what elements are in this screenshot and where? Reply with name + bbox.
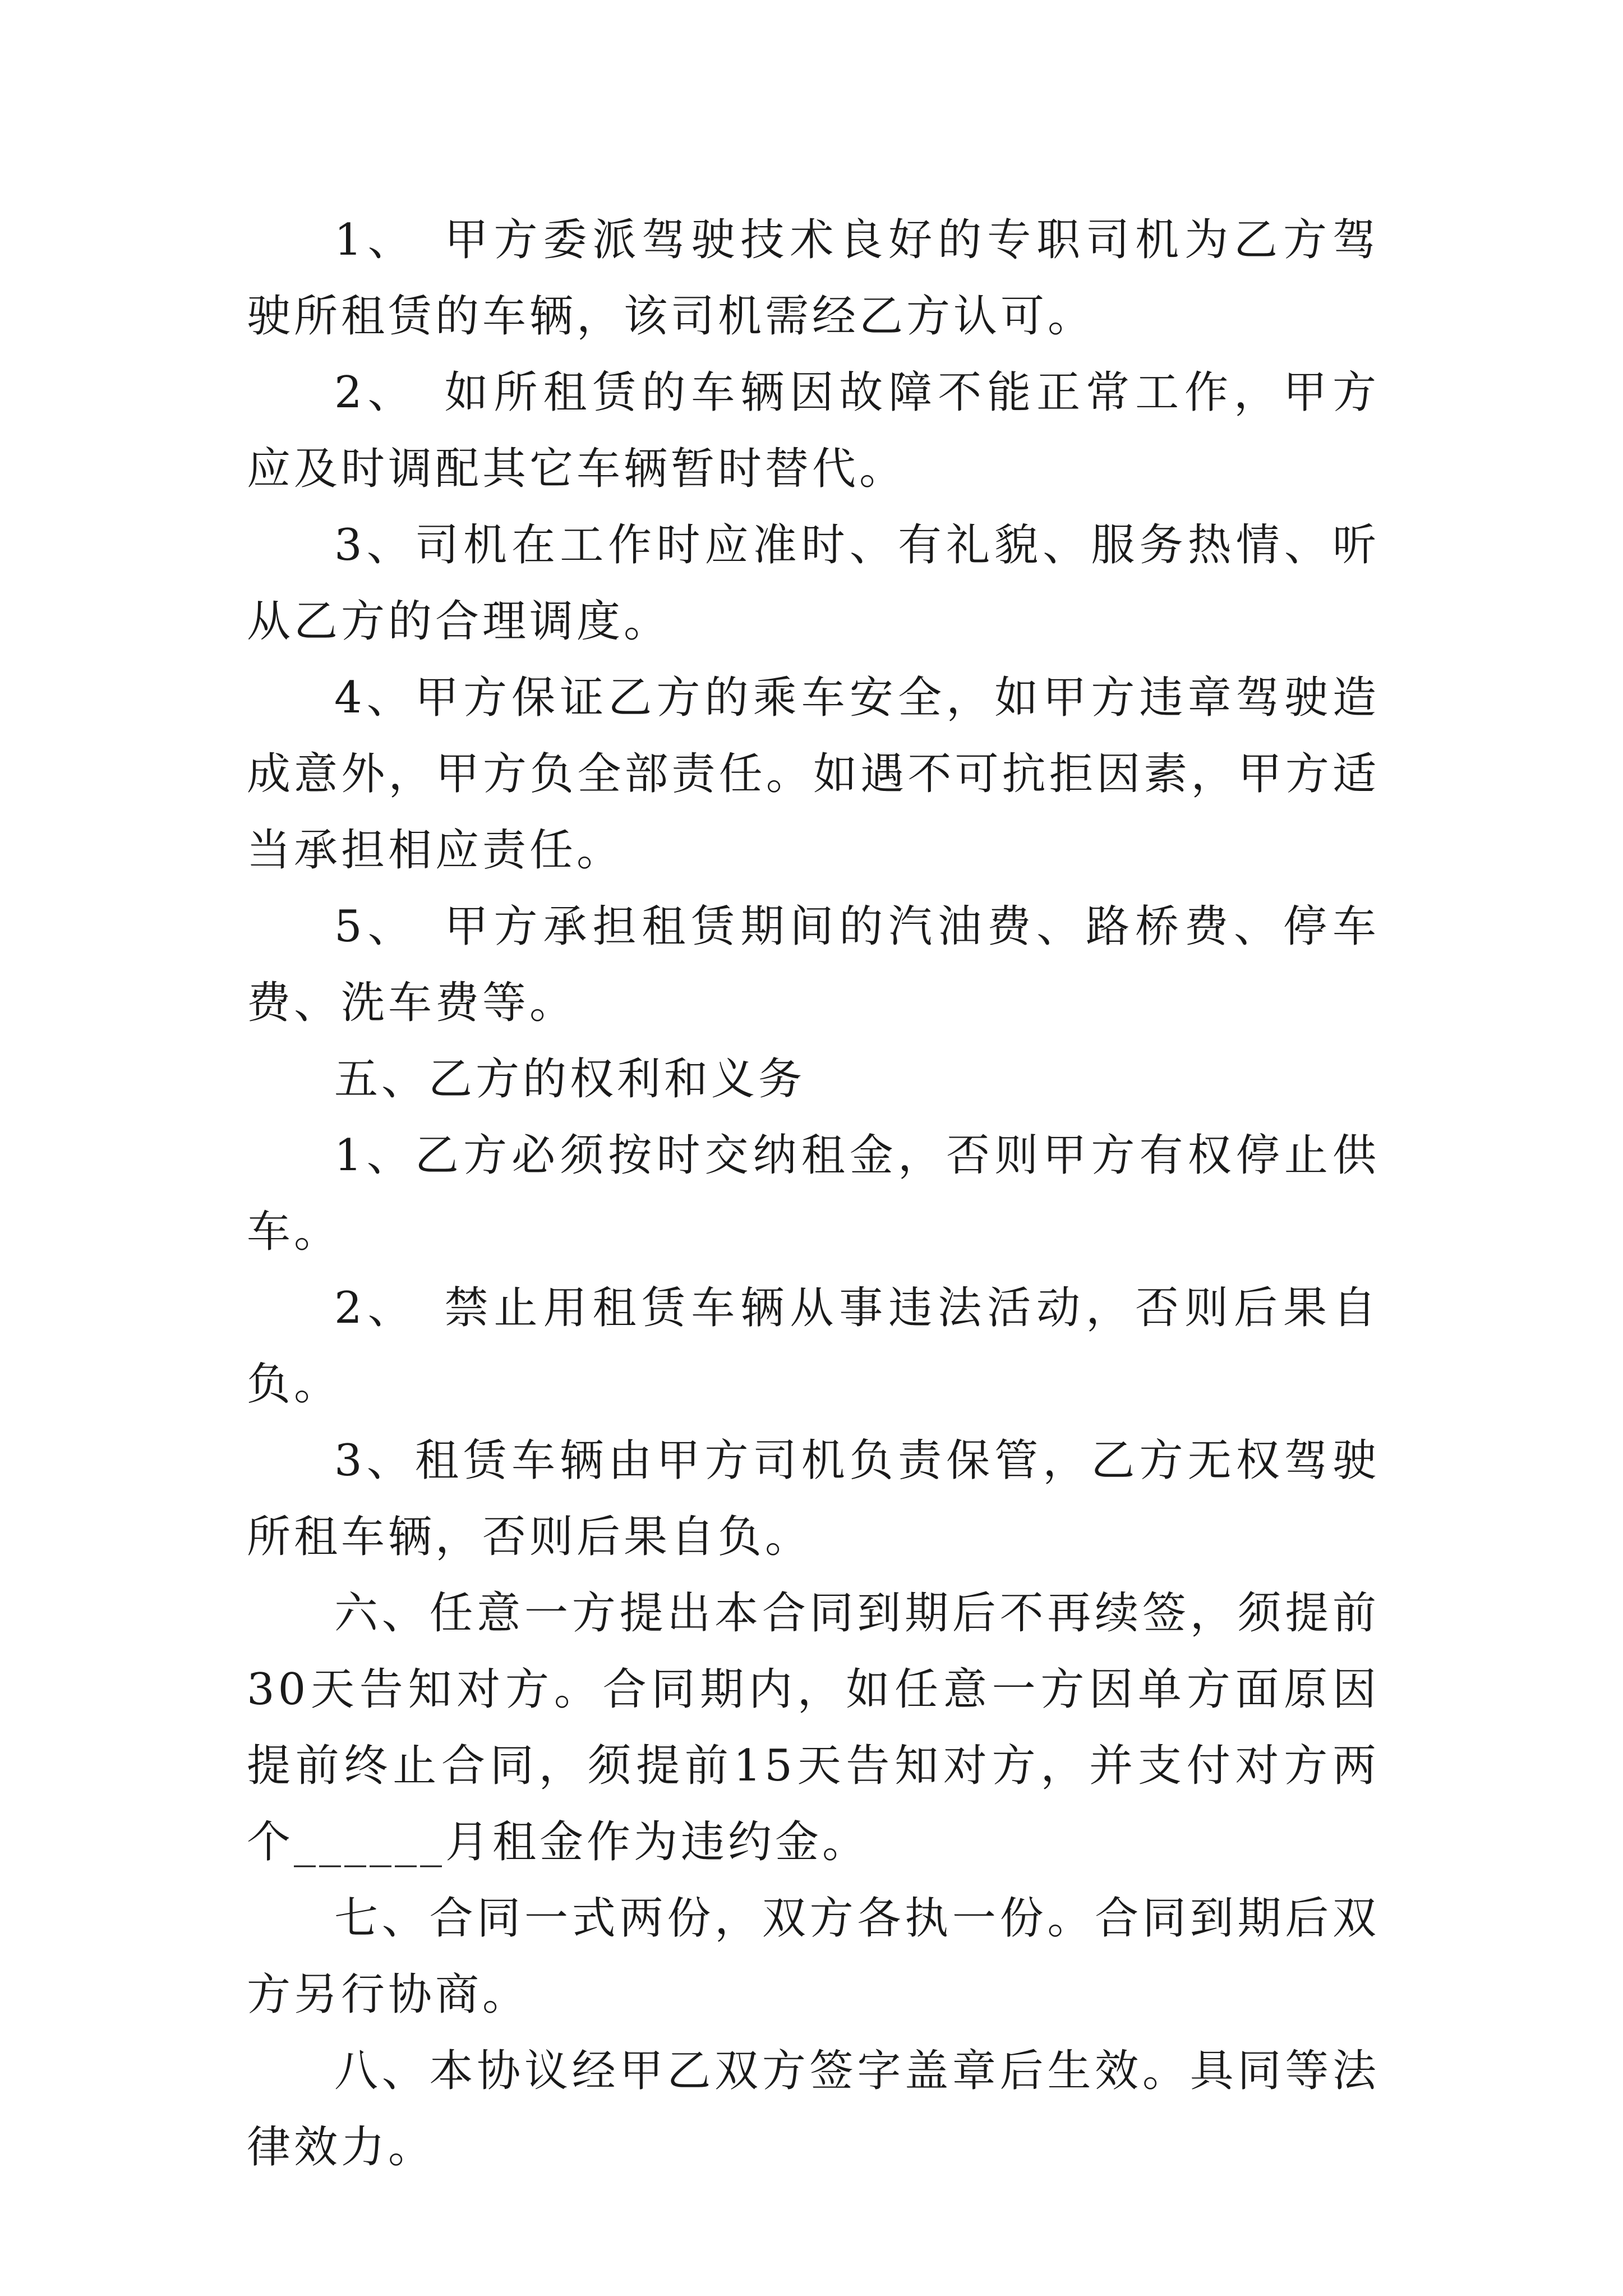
paragraph-9: 3、租赁车辆由甲方司机负责保管，乙方无权驾驶所租车辆，否则后果自负。 — [247, 1435, 1380, 1562]
section-7-paragraph: 七、合同一式两份，双方各执一份。合同到期后双方另行协商。 — [247, 1893, 1380, 2020]
paragraph-1: 1、 甲方委派驾驶技术良好的专职司机为乙方驾驶所租赁的车辆，该司机需经乙方认可。 — [247, 215, 1380, 342]
paragraph-7: 1、乙方必须按时交纳租金，否则甲方有权停止供车。 — [247, 1130, 1380, 1257]
paragraph-2: 2、 如所租赁的车辆因故障不能正常工作，甲方应及时调配其它车辆暂时替代。 — [247, 367, 1380, 494]
section-heading-5: 五、乙方的权利和义务 — [334, 1054, 806, 1105]
paragraph-4: 4、甲方保证乙方的乘车安全，如甲方违章驾驶造成意外，甲方负全部责任。如遇不可抗拒因素，甲方适当承担相应责任。 — [247, 673, 1380, 876]
paragraph-8: 2、 禁止用租赁车辆从事违法活动，否则后果自负。 — [247, 1283, 1380, 1410]
document-body — [247, 202, 1380, 2185]
paragraph-3: 3、司机在工作时应准时、有礼貌、服务热情、听从乙方的合理调度。 — [247, 520, 1380, 647]
section-6-paragraph: 六、任意一方提出本合同到期后不再续签，须提前30天告知对方。合同期内，如任意一方因单方面原因提前终止合同，须提前15天告知对方，并支付对方两个______月租金作为违约金。 — [247, 1588, 1380, 1867]
section-8-paragraph: 八、本协议经甲乙双方签字盖章后生效。具同等法律效力。 — [247, 2046, 1380, 2173]
paragraph-5: 5、 甲方承担租赁期间的汽油费、路桥费、停车费、洗车费等。 — [247, 901, 1380, 1028]
